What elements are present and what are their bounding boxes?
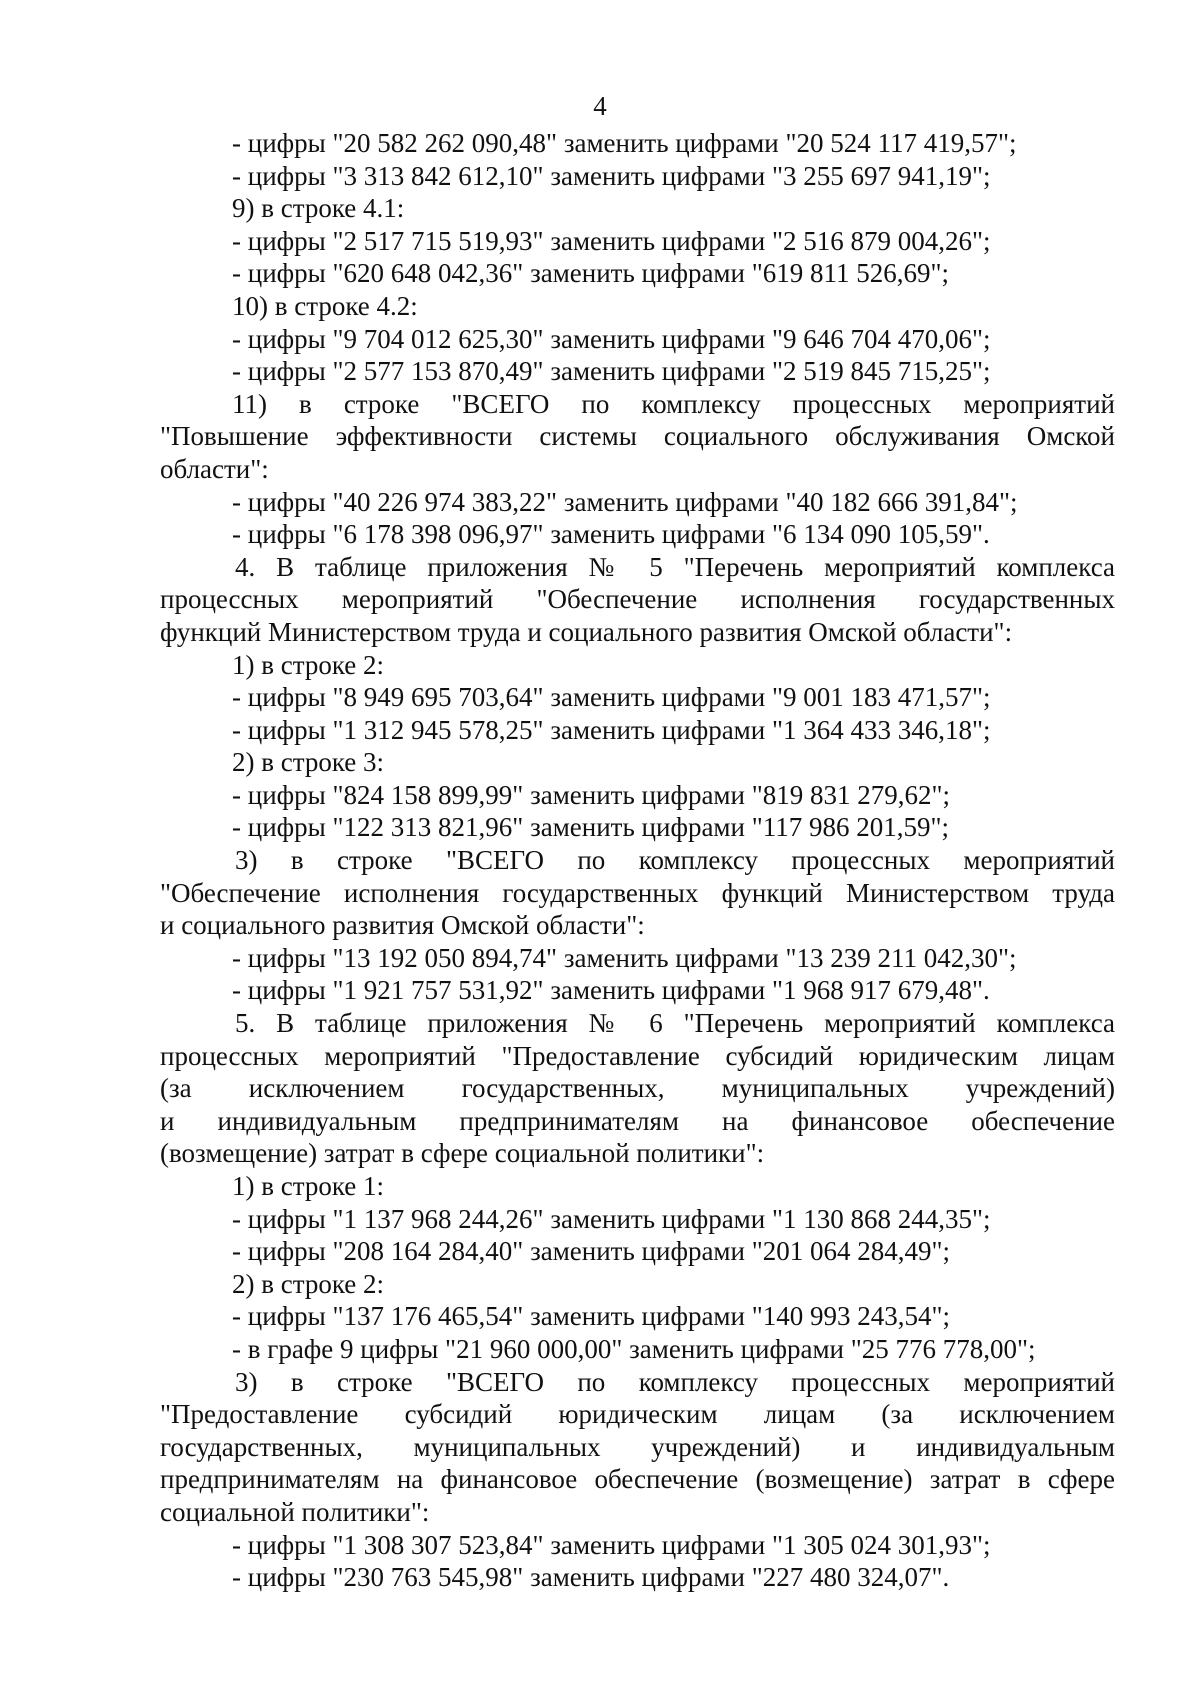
text-line: - цифры "1 137 968 244,26" заменить цифрами "1 130 868 244,35"; <box>232 1203 991 1234</box>
text-line: функций Министерством труда и социального развития Омской области": <box>160 616 1013 647</box>
text-line: (возмещение) затрат в сфере социальной политики": <box>160 1138 765 1169</box>
text-line: - цифры "230 763 545,98" заменить цифрами "227 480 324,07". <box>232 1562 950 1593</box>
text-line: 2) в строке 3: <box>232 747 385 778</box>
text-line: 3) в строке "ВСЕГО по комплексу процессных мероприятий <box>235 1366 1115 1397</box>
text-line: 4. В таблице приложения № 5 "Перечень мероприятий комплекса <box>235 551 1115 582</box>
text-line: - цифры "1 312 945 578,25" заменить цифрами "1 364 433 346,18"; <box>232 714 991 745</box>
text-line: области": <box>160 453 269 484</box>
text-line: - цифры "3 313 842 612,10" заменить цифрами "3 255 697 941,19"; <box>232 160 991 191</box>
text-line: - цифры "122 313 821,96" заменить цифрами "117 986 201,59"; <box>232 812 950 843</box>
text-line: процессных мероприятий "Обеспечение исполнения государственных <box>160 584 1115 615</box>
text-line: 9) в строке 4.1: <box>232 193 405 224</box>
text-line: социальной политики": <box>160 1496 430 1527</box>
text-line: процессных мероприятий "Предоставление субсидий юридическим лицам <box>160 1040 1115 1071</box>
text-line: 1) в строке 2: <box>232 649 385 680</box>
text-line: - в графе 9 цифры "21 960 000,00" заменить цифрами "25 776 778,00"; <box>232 1333 1036 1364</box>
text-line: - цифры "40 226 974 383,22" заменить цифрами "40 182 666 391,84"; <box>232 486 1018 517</box>
text-line: 1) в строке 1: <box>232 1171 385 1201</box>
text-line: - цифры "2 517 715 519,93" заменить цифрами "2 516 879 004,26"; <box>232 225 991 256</box>
text-line: 11) в строке "ВСЕГО по комплексу процессных мероприятий <box>232 388 1115 419</box>
text-line: "Обеспечение исполнения государственных функций Министерством труда <box>160 877 1115 908</box>
text-line: 5. В таблице приложения № 6 "Перечень мероприятий комплекса <box>235 1008 1115 1039</box>
text-line: - цифры "824 158 899,99" заменить цифрами "819 831 279,62"; <box>232 779 951 810</box>
text-line: - цифры "8 949 695 703,64" заменить цифрами "9 001 183 471,57"; <box>232 682 991 713</box>
text-line: государственных, муниципальных учреждений) и индивидуальным <box>160 1431 1115 1462</box>
text-line: (за исключением государственных, муниципальных учреждений) <box>160 1073 1115 1104</box>
text-line: и индивидуальным предпринимателям на финансовое обеспечение <box>160 1105 1115 1136</box>
text-line: - цифры "620 648 042,36" заменить цифрами "619 811 526,69"; <box>232 258 950 289</box>
text-line: - цифры "9 704 012 625,30" заменить цифрами "9 646 704 470,06"; <box>232 323 991 354</box>
page-number: 4 <box>593 91 607 121</box>
text-line: - цифры "1 921 757 531,92" заменить цифрами "1 968 917 679,48". <box>232 975 990 1006</box>
text-line: 2) в строке 2: <box>232 1268 385 1299</box>
text-line: "Предоставление субсидий юридическим лицам (за исключением <box>160 1399 1115 1430</box>
text-line: и социального развития Омской области": <box>160 910 645 941</box>
text-line: - цифры "2 577 153 870,49" заменить цифрами "2 519 845 715,25"; <box>232 356 991 387</box>
document-body <box>160 127 1115 1594</box>
text-line: предпринимателям на финансовое обеспечение (возмещение) затрат в сфере <box>160 1464 1115 1495</box>
text-line: "Повышение эффективности системы социального обслуживания Омской <box>160 421 1115 452</box>
text-line: - цифры "20 582 262 090,48" заменить цифрами "20 524 117 419,57"; <box>232 128 1017 158</box>
text-line: - цифры "13 192 050 894,74" заменить цифрами "13 239 211 042,30"; <box>232 942 1017 973</box>
text-line: - цифры "137 176 465,54" заменить цифрами "140 993 243,54"; <box>232 1301 951 1332</box>
text-line: 10) в строке 4.2: <box>232 290 418 321</box>
text-line: - цифры "6 178 398 096,97" заменить цифрами "6 134 090 105,59". <box>232 519 990 550</box>
text-line: - цифры "1 308 307 523,84" заменить цифрами "1 305 024 301,93"; <box>232 1529 991 1560</box>
text-line: - цифры "208 164 284,40" заменить цифрами "201 064 284,49"; <box>232 1236 951 1267</box>
text-line: 3) в строке "ВСЕГО по комплексу процессных мероприятий <box>235 845 1115 876</box>
